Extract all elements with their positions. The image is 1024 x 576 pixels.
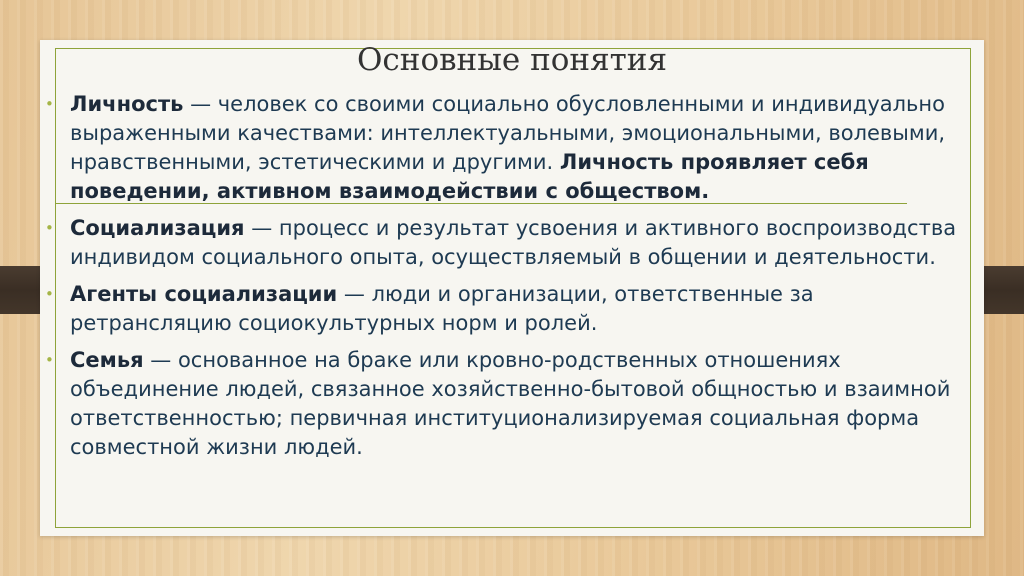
term-label: Семья: [70, 348, 144, 372]
definition-socialization-agents: [45, 280, 970, 338]
bullet-icon: •: [45, 285, 54, 303]
term-label: Социализация: [70, 216, 245, 240]
slide-title: Основные понятия: [357, 42, 667, 78]
definition-text: — люди и организации, ответственные за ретрансляцию социокультурных норм и ролей.: [70, 282, 814, 335]
definition-personality: [45, 90, 970, 206]
emphasis-text: Личность проявляет себя поведении, активном взаимодействии с обществом.: [70, 150, 869, 203]
definition-text: — процесс и результат усвоения и активного воспроизводства индивидом социального опыта, осуществляемый в общении и деятельности.: [70, 216, 957, 269]
bullet-icon: •: [45, 351, 54, 369]
bullet-icon: •: [45, 219, 54, 237]
bullet-icon: •: [45, 95, 54, 113]
slide-content: [45, 90, 970, 576]
term-label: Личность: [70, 92, 184, 116]
definition-socialization: [45, 214, 970, 272]
term-label: Агенты социализации: [70, 282, 338, 306]
definition-text: — человек со своими социально обусловленными и индивидуально выраженными качествами: интеллектуальными, эмоциональными, волевыми, нравственными, эстетическими и другими.: [70, 92, 946, 174]
definition-text: — основанное на браке или кровно-родственных отношениях объединение людей, связанное хозяйственно-бытовой общностью и взаимной ответственностью; первичная институционализируемая социальная форма совместной жизни людей.: [70, 348, 951, 459]
left-dark-bar: [0, 266, 42, 314]
definition-family: [45, 346, 970, 462]
